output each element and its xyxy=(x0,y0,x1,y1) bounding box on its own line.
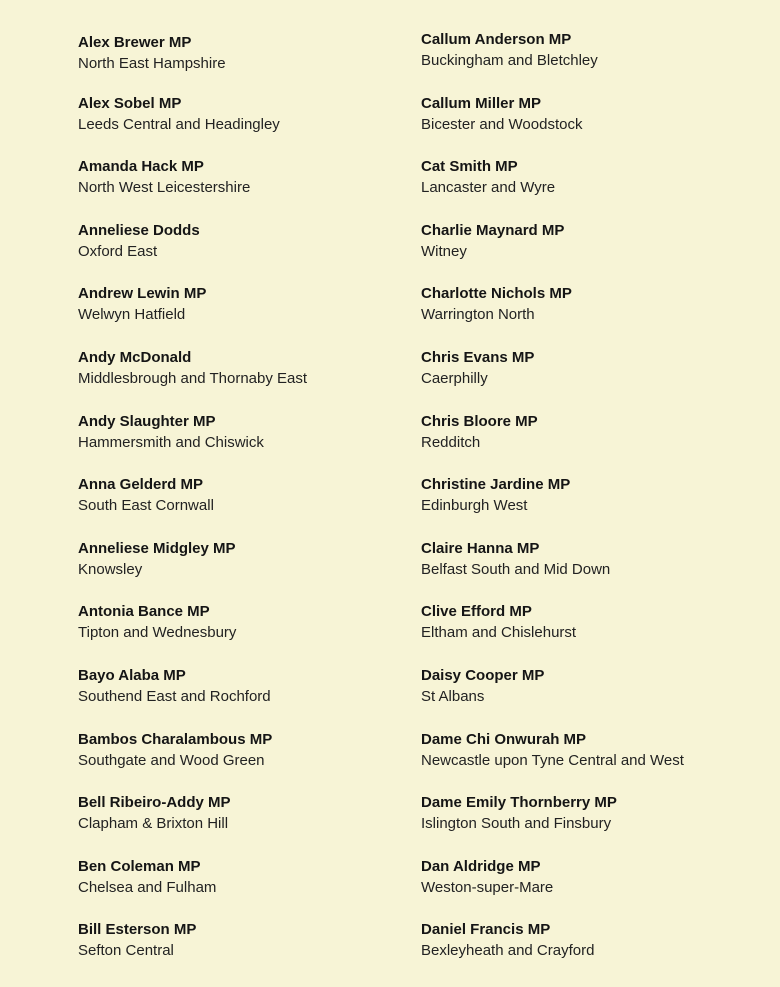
mp-name: Dame Chi Onwurah MP xyxy=(421,730,587,748)
mp-constituency: Sefton Central xyxy=(78,942,174,960)
mp-name: Amanda Hack MP xyxy=(78,158,204,176)
mp-constituency: Edinburgh West xyxy=(421,497,528,515)
mp-name: Christine Jardine MP xyxy=(421,476,571,494)
mp-constituency: Eltham and Chislehurst xyxy=(421,624,577,642)
mp-constituency: Buckingham and Bletchley xyxy=(421,52,598,69)
mp-name: Clive Efford MP xyxy=(421,603,532,621)
mp-constituency: Oxford East xyxy=(78,242,158,260)
mp-name: Dan Aldridge MP xyxy=(421,857,541,875)
mp-name: Cat Smith MP xyxy=(421,158,518,176)
mp-constituency: Tipton and Wednesbury xyxy=(78,624,237,642)
mp-entry xyxy=(78,30,408,94)
mp-entry xyxy=(421,284,761,348)
mp-constituency: Chelsea and Fulham xyxy=(78,878,217,896)
mp-entry xyxy=(421,666,761,730)
mp-entry xyxy=(78,730,408,794)
mp-entry xyxy=(78,348,408,412)
right-column xyxy=(421,30,761,984)
mp-entry xyxy=(421,475,761,539)
left-column xyxy=(78,30,408,984)
mp-constituency: South East Cornwall xyxy=(78,497,214,515)
mp-name: Anneliese Midgley MP xyxy=(78,539,236,557)
mp-constituency: Southend East and Rochford xyxy=(78,687,271,705)
mp-entry xyxy=(421,602,761,666)
mp-entry xyxy=(78,539,408,603)
mp-constituency: Hammersmith and Chiswick xyxy=(78,433,264,451)
mp-constituency: North West Leicestershire xyxy=(78,179,251,197)
mp-name: Dame Emily Thornberry MP xyxy=(421,794,617,812)
mp-entry xyxy=(421,539,761,603)
mp-constituency: Caerphilly xyxy=(421,369,488,387)
mp-name: Claire Hanna MP xyxy=(421,539,540,557)
mp-name: Andy Slaughter MP xyxy=(78,412,216,430)
mp-entry xyxy=(78,284,408,348)
mp-constituency: Middlesbrough and Thornaby East xyxy=(78,369,308,387)
mp-entry xyxy=(421,221,761,285)
mp-entry xyxy=(78,666,408,730)
mp-name: Daisy Cooper MP xyxy=(421,666,545,684)
mp-name: Andy McDonald xyxy=(78,348,192,366)
mp-name: Bayo Alaba MP xyxy=(78,666,186,684)
mp-entry xyxy=(78,475,408,539)
mp-entry xyxy=(421,730,761,794)
mp-constituency: Leeds Central and Headingley xyxy=(78,115,280,133)
mp-constituency: Clapham & Brixton Hill xyxy=(78,815,229,833)
mp-constituency: Islington South and Finsbury xyxy=(421,815,612,833)
mp-name: Chris Bloore MP xyxy=(421,412,538,430)
mp-constituency: Newcastle upon Tyne Central and West xyxy=(421,751,684,769)
mp-entry xyxy=(421,920,761,984)
mp-constituency: Weston-super-Mare xyxy=(421,878,554,896)
mp-name: Antonia Bance MP xyxy=(78,603,210,621)
mp-entry xyxy=(78,412,408,476)
mp-name: Daniel Francis MP xyxy=(421,921,551,939)
mp-entry xyxy=(421,30,761,94)
mp-entry xyxy=(421,348,761,412)
mp-constituency: Lancaster and Wyre xyxy=(421,179,556,197)
mp-entry xyxy=(78,920,408,984)
mp-entry xyxy=(421,157,761,221)
mp-name: Charlie Maynard MP xyxy=(421,221,565,239)
mp-name: Bell Ribeiro-Addy MP xyxy=(78,794,231,812)
mp-entry xyxy=(78,221,408,285)
mp-entry xyxy=(78,157,408,221)
mp-entry xyxy=(421,857,761,921)
mp-constituency: St Albans xyxy=(421,687,485,705)
mp-constituency: Redditch xyxy=(421,433,481,451)
mp-constituency: Belfast South and Mid Down xyxy=(421,560,611,578)
mp-entry xyxy=(78,857,408,921)
mp-name: Callum Miller MP xyxy=(421,94,542,112)
mp-constituency: Bicester and Woodstock xyxy=(421,115,583,133)
mp-name: Chris Evans MP xyxy=(421,348,535,366)
mp-name: Alex Sobel MP xyxy=(78,94,182,112)
mp-name: Callum Anderson MP xyxy=(421,31,572,48)
mp-entry xyxy=(421,412,761,476)
mp-name: Anna Gelderd MP xyxy=(78,476,204,494)
mp-entry xyxy=(78,793,408,857)
mp-entry xyxy=(421,793,761,857)
mp-entry xyxy=(78,94,408,158)
mp-entry xyxy=(421,94,761,158)
mp-name: Charlotte Nichols MP xyxy=(421,285,572,303)
mp-name: Bill Esterson MP xyxy=(78,921,197,939)
mp-name: Andrew Lewin MP xyxy=(78,285,207,303)
mp-entry xyxy=(78,602,408,666)
mp-constituency: Bexleyheath and Crayford xyxy=(421,942,595,960)
mp-name: Anneliese Dodds xyxy=(78,221,200,239)
mp-constituency: North East Hampshire xyxy=(78,55,226,72)
mp-constituency: Welwyn Hatfield xyxy=(78,306,186,324)
mp-constituency: Warrington North xyxy=(421,306,535,324)
mp-name: Alex Brewer MP xyxy=(78,34,192,51)
mp-constituency: Witney xyxy=(421,242,467,260)
mp-constituency: Southgate and Wood Green xyxy=(78,751,265,769)
mp-name: Ben Coleman MP xyxy=(78,857,201,875)
mp-name: Bambos Charalambous MP xyxy=(78,730,273,748)
mp-constituency: Knowsley xyxy=(78,560,143,578)
